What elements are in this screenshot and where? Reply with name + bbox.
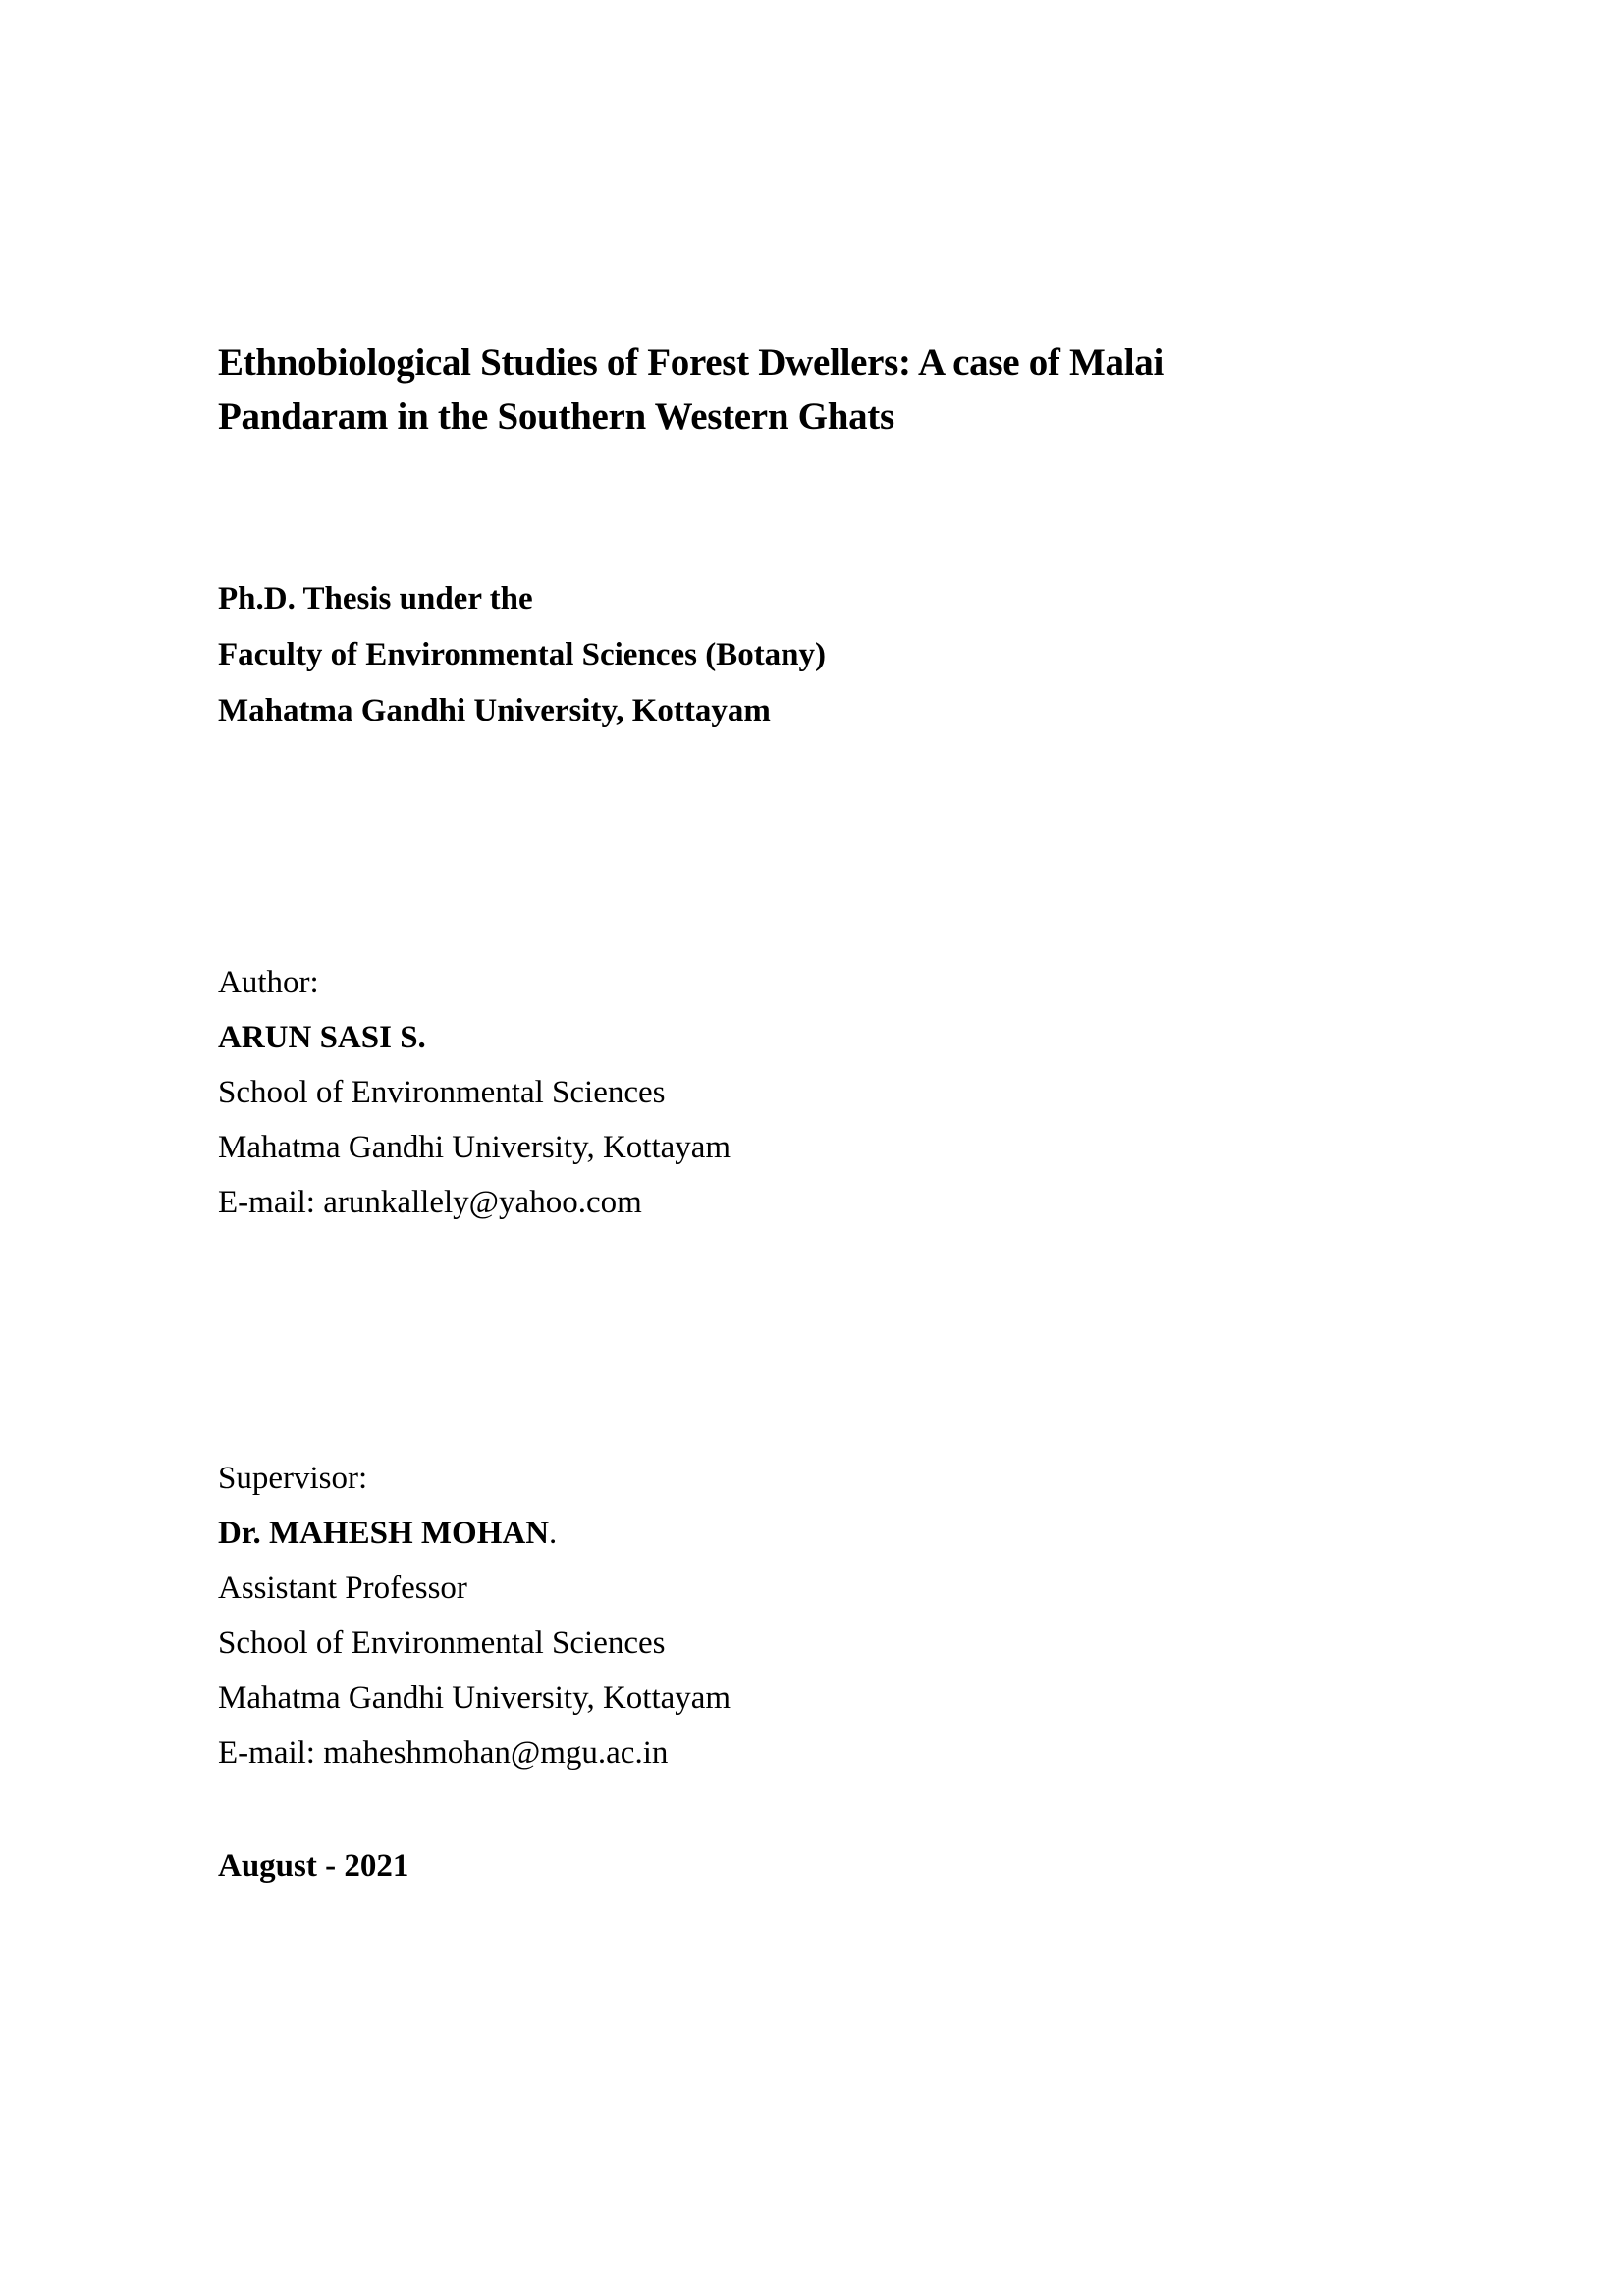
supervisor-school: School of Environmental Sciences	[218, 1626, 666, 1661]
thesis-info-line-3: Mahatma Gandhi University, Kottayam	[218, 693, 771, 728]
thesis-title	[218, 336, 1428, 444]
author-block	[218, 955, 1428, 1230]
thesis-info-line-1: Ph.D. Thesis under the	[218, 581, 533, 616]
supervisor-name: Dr. MAHESH MOHAN	[218, 1516, 550, 1551]
supervisor-label: Supervisor:	[218, 1461, 368, 1496]
author-name: ARUN SASI S.	[218, 1020, 426, 1055]
submission-date: August - 2021	[218, 1848, 409, 1884]
author-email: E-mail: arunkallely@yahoo.com	[218, 1185, 642, 1220]
thesis-info	[218, 571, 1428, 739]
supervisor-name-line	[218, 1506, 1428, 1561]
thesis-title-line-2: Pandaram in the Southern Western Ghats	[218, 396, 894, 438]
thesis-title-line-1: Ethnobiological Studies of Forest Dwellers: A case of Malai	[218, 342, 1164, 384]
thesis-info-line-2: Faculty of Environmental Sciences (Botany)	[218, 637, 827, 672]
supervisor-email: E-mail: maheshmohan@mgu.ac.in	[218, 1735, 669, 1771]
author-label: Author:	[218, 965, 319, 1000]
supervisor-name-suffix: .	[549, 1516, 558, 1551]
author-school: School of Environmental Sciences	[218, 1075, 666, 1110]
supervisor-university: Mahatma Gandhi University, Kottayam	[218, 1681, 731, 1716]
supervisor-position: Assistant Professor	[218, 1571, 467, 1606]
author-university: Mahatma Gandhi University, Kottayam	[218, 1130, 731, 1165]
supervisor-block	[218, 1451, 1428, 1781]
